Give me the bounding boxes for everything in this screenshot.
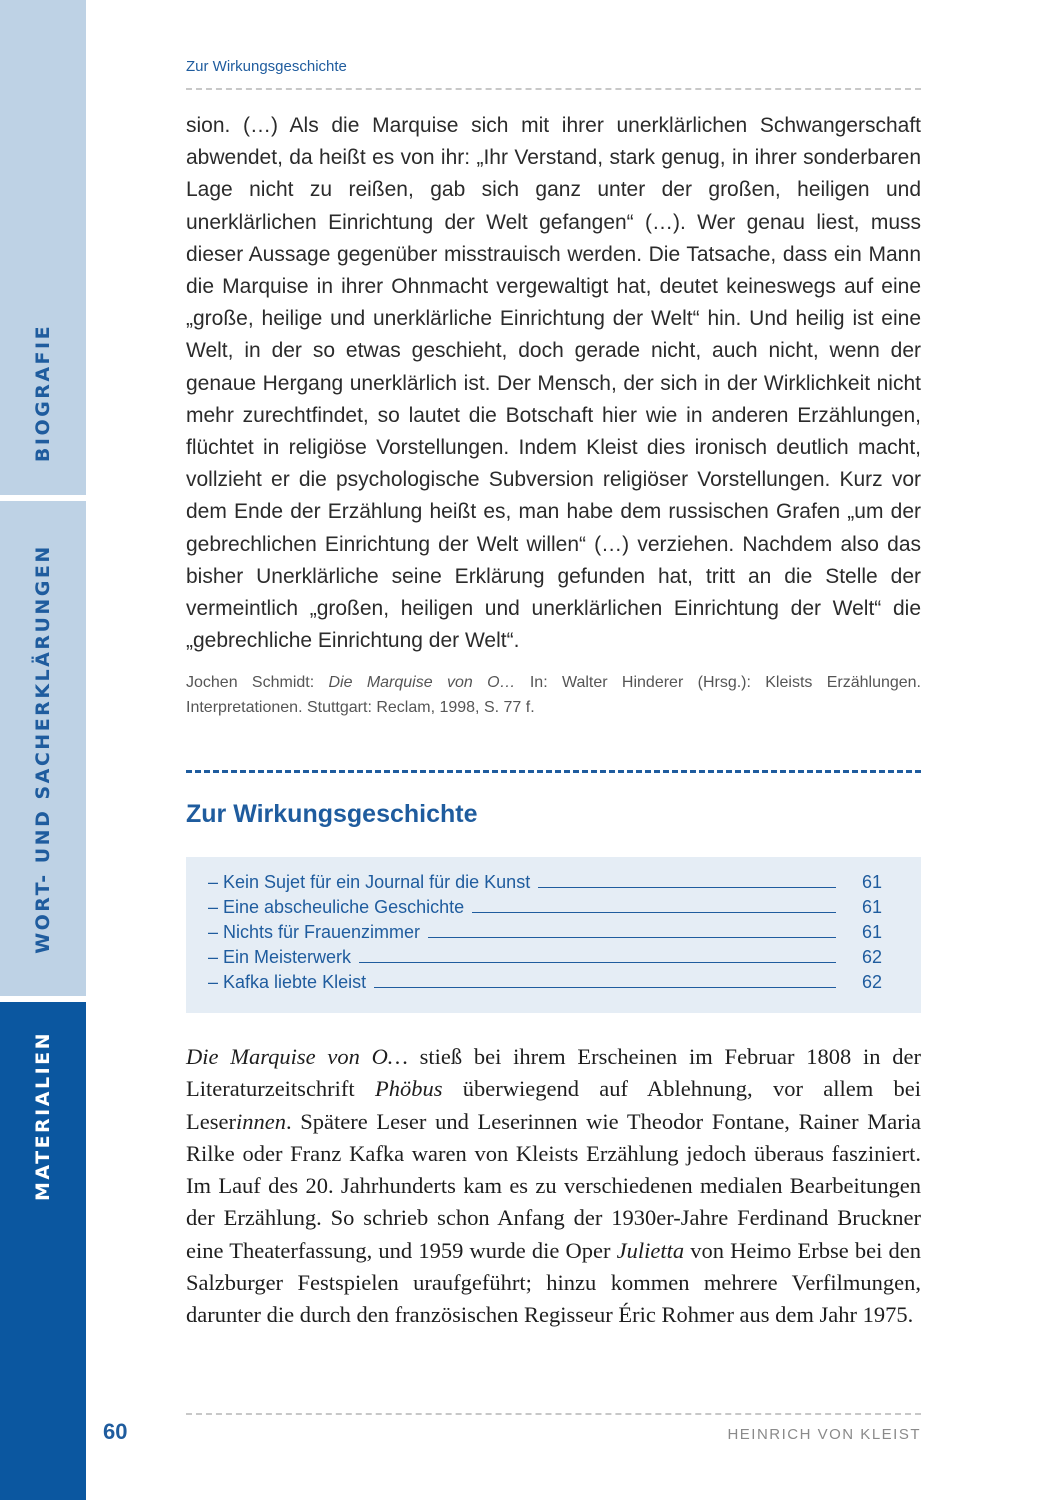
section-heading: Zur Wirkungsgeschichte: [186, 800, 478, 828]
footer-divider: [186, 1413, 921, 1415]
toc-item-label: – Kafka liebte Kleist: [208, 972, 367, 992]
toc-item-label: – Nichts für Frauenzimmer: [208, 922, 421, 942]
gender-suffix: innen: [235, 1108, 286, 1134]
running-header: Zur Wirkungsgeschichte: [186, 58, 347, 75]
toc-item-page: 62: [861, 947, 882, 967]
body-paragraph: [186, 1041, 921, 1332]
tab-biografie-label: BIOGRAFIE: [32, 323, 55, 462]
toc-item[interactable]: [208, 972, 882, 993]
source-work: Die Marquise von O…: [328, 674, 516, 691]
tab-biografie[interactable]: [0, 0, 86, 495]
quote-text: sion. (…) Als die Marquise sich mit ihrer unerklärlichen Schwangerschaft abwendet, da heißt es von ihr: „Ihr Verstand, stark genug, in ihrer sonderbaren Lage nicht zu reißen, gab sich ganz unter der großen, heiligen und unerklärlichen Einrichtung der Welt gefangen“ (…). Wer genau liest, muss dieser Aussage gegenüber misstrauisch werden. Die Tatsache, dass ein Mann die Marquise in ihrer Ohnmacht vergewaltigt hat, deutet keineswegs auf eine „große, heilige und unerklärliche Einrichtung der Welt“ hin. Und heilig ist eine Welt, in der so etwas geschieht, doch gerade nicht, auch nicht, wenn der genaue Hergang unerklärlich ist. Der Mensch, der sich in der Wirklichkeit nicht mehr zurechtfindet, so lautet die Botschaft hier wie in anderen Erzählungen, flüchtet in religiöse Vorstellungen. Indem Kleist dies ironisch deutlich macht, vollzieht er die psychologische Subversion religiöser Vorstellungen. Kurz vor dem Ende der Erzählung heißt es, man habe dem russischen Grafen „um der gebrechlichen Einrichtung der Welt willen“ (…) verziehen. Nachdem also das bisher Unerklärliche seine Erklärung gefunden hat, tritt an die Stelle der vermeintlich „großen, heiligen und unerklärlichen Einrichtung der Welt“ die „gebrechliche Einrichtung der Welt“.: [186, 114, 921, 653]
tab-wort-und-sacherklaerungen[interactable]: [0, 501, 86, 996]
toc-item[interactable]: [208, 897, 882, 918]
toc-leader-line: [472, 912, 836, 913]
toc-leader-line: [359, 962, 836, 963]
quote-source: [186, 670, 921, 720]
toc-item[interactable]: [208, 947, 882, 968]
source-rest: In: Walter Hinderer (Hrsg.): Kleists Erzählungen. Interpretationen. Stuttgart: Reclam, 1998, S. 77 f.: [186, 674, 922, 716]
header-divider: [186, 88, 921, 90]
body-segment: von Heimo Erbse bei den Salzburger Festspielen uraufgeführt; hinzu kommen mehrere Verfilmungen, darunter die durch den französischen Regisseur Éric Rohmer aus dem Jahr 1975.: [186, 1237, 921, 1328]
footer-author: HEINRICH VON KLEIST: [727, 1426, 921, 1443]
toc-item-label: – Ein Meisterwerk: [208, 947, 352, 967]
toc-item-page: 61: [861, 897, 882, 917]
tab-wort-label: WORT- UND SACHERKLÄRUNGEN: [32, 543, 54, 954]
toc-item[interactable]: [208, 872, 882, 893]
toc-item-page: 61: [861, 922, 882, 942]
source-author: Jochen Schmidt:: [186, 674, 329, 691]
tab-materialien-label: MATERIALIEN: [32, 1030, 55, 1202]
body-segment: stieß bei ihrem Erscheinen im Februar 1808 in der Literaturzeitschrift: [186, 1044, 922, 1102]
work-title: Die Marquise von O…: [186, 1044, 408, 1069]
section-divider: [186, 770, 921, 773]
toc-leader-line: [374, 987, 836, 988]
tab-materialien[interactable]: [0, 1002, 86, 1230]
toc-leader-line: [538, 887, 836, 888]
toc-leader-line: [428, 937, 836, 938]
body-segment: überwiegend auf Ablehnung, vor allem bei Leser: [186, 1076, 921, 1134]
toc-item-page: 61: [861, 872, 882, 892]
opera-title: Julietta: [616, 1237, 685, 1263]
toc-box: [186, 857, 921, 1013]
journal-title: Phöbus: [374, 1076, 443, 1102]
toc-item-page: 62: [861, 972, 882, 992]
toc-item[interactable]: [208, 922, 882, 943]
body-segment: . Spätere Leser und Leserinnen wie Theodor Fontane, Rainer Maria Rilke oder Franz Kafka waren von Kleists Erzählung jedoch überaus fasziniert. Im Lauf des 20. Jahrhunderts kam es zu verschiedenen medialen Bearbeitungen der Erzählung. So schrieb schon Anfang der 1930er-Jahre Ferdinand Bruckner eine Theaterfassung, und 1959 wurde die Oper: [186, 1108, 921, 1263]
sidebar-bottom-band: [0, 1230, 86, 1500]
page-number: 60: [103, 1419, 128, 1444]
toc-item-label: – Kein Sujet für ein Journal für die Kunst: [208, 872, 531, 892]
sidebar: [0, 0, 86, 1500]
toc-item-label: – Eine abscheuliche Geschichte: [208, 897, 465, 917]
